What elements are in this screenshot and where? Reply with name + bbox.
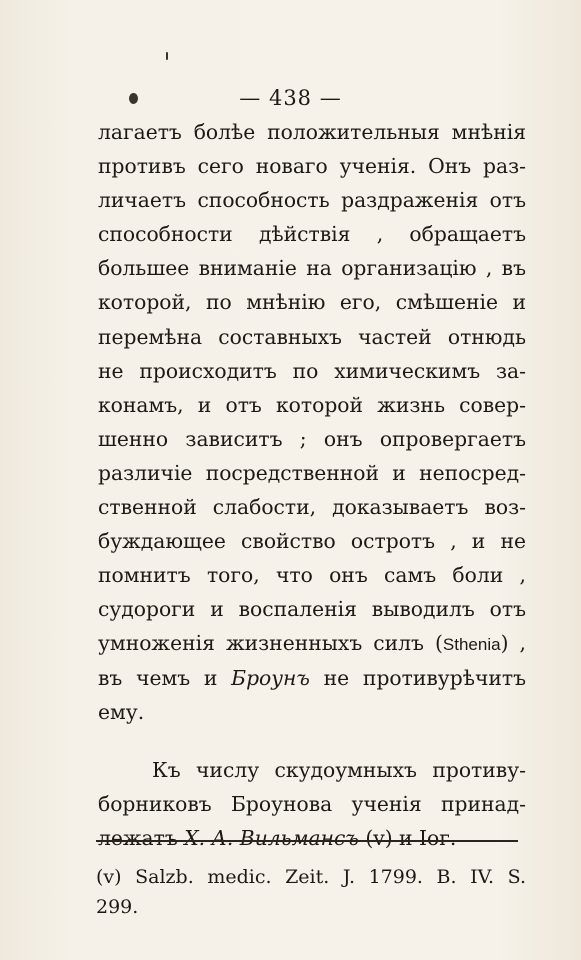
text-run: перемѣна составныхъ частей отнюдь <box>98 324 526 349</box>
text-run: лежатъ <box>98 825 185 850</box>
text-line <box>98 626 526 660</box>
text-run: личаетъ способность раздраженія отъ <box>98 188 526 213</box>
text-run: (v) и Іог. <box>358 825 457 850</box>
text-line <box>98 251 526 285</box>
footnote-rule <box>96 840 518 842</box>
text-run: способности дѣйствія , обращаетъ <box>98 222 526 247</box>
text-run: конамъ, и отъ которой жизнь совер- <box>98 392 526 417</box>
text-run: не происходитъ по химическимъ за- <box>98 358 526 383</box>
text-line <box>98 149 526 183</box>
text-run: умноженія жизненныхъ силъ ( <box>98 631 443 656</box>
text-run: лагаетъ болѣе положительныя мнѣнія <box>98 120 526 144</box>
text-run: въ чемъ и <box>98 665 232 690</box>
text-line <box>98 422 526 456</box>
text-line <box>98 524 526 558</box>
text-line <box>98 661 526 695</box>
main-text <box>98 115 526 855</box>
text-run: которой, по мнѣнію его, смѣшеніе и <box>98 290 526 315</box>
text-line <box>98 285 526 319</box>
text-run: помнитъ того, что онъ самъ боли , <box>98 563 526 588</box>
footnote-line: 299. <box>96 896 139 918</box>
text-run: судороги и воспаленія выводилъ отъ <box>98 597 526 622</box>
text-line <box>98 217 526 251</box>
text-line <box>98 320 526 354</box>
footnote <box>96 862 526 922</box>
text-run: противъ сего новаго ученія. Онъ раз- <box>98 154 526 179</box>
italic-name: Броунъ <box>231 665 310 690</box>
text-line <box>98 115 526 149</box>
ink-mark <box>166 52 168 60</box>
text-line <box>98 183 526 217</box>
text-run: различіе посредственной и непосред- <box>98 460 526 485</box>
text-run: борниковъ Броунова ученія принад- <box>98 791 526 816</box>
text-run: ) , <box>500 631 526 656</box>
text-line <box>98 490 526 524</box>
text-run: ственной слабости, доказываетъ воз- <box>98 495 526 520</box>
text-line <box>98 388 526 422</box>
text-run: ему. <box>98 699 145 724</box>
text-run: большее вниманіе на организацію , въ <box>98 256 526 281</box>
page-number: — 438 — <box>239 86 342 110</box>
text-line <box>98 558 526 592</box>
text-run: шенно зависитъ ; онъ опровергаетъ <box>98 426 526 451</box>
text-run: буждающее свойство остротъ , и не <box>98 529 526 554</box>
text-line <box>98 821 526 855</box>
text-run: не противурѣчитъ <box>309 665 526 690</box>
text-run: Къ числу скудоумныхъ противу- <box>152 757 526 782</box>
footnote-line: (v) Salzb. medic. Zeit. J. 1799. B. IV. S. <box>96 866 526 888</box>
text-line <box>98 456 526 490</box>
italic-name: Х. А. Вильмансъ <box>184 825 359 850</box>
text-line <box>98 695 526 729</box>
text-line <box>98 753 526 787</box>
latin-term: Sthenia <box>442 635 501 655</box>
paragraph-1 <box>98 115 526 729</box>
text-line <box>98 354 526 388</box>
text-line <box>98 787 526 821</box>
text-line <box>98 592 526 626</box>
paragraph-spacing <box>98 729 526 753</box>
